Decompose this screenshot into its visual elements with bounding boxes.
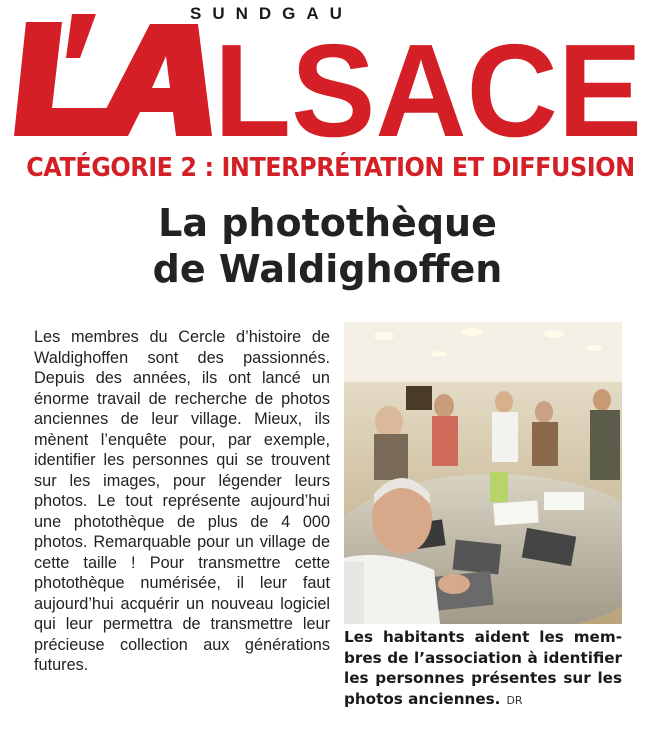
title-line-2: de Waldighoffen — [152, 247, 503, 291]
category-heading: CATÉGORIE 2 : INTERPRÉTATION ET DIFFUSION — [26, 153, 635, 183]
caption-text: Les habitants aident les membres de l’association à identifier les personnes présentes sur les photos anciennes. — [344, 628, 622, 708]
article-title — [0, 200, 655, 292]
edition-label: SUNDGAU — [190, 4, 353, 23]
photo-caption — [344, 627, 622, 711]
title-line-1: La photothèque — [158, 201, 497, 245]
masthead — [0, 0, 655, 150]
photo-credit: DR — [506, 693, 523, 707]
article-body: Les membres du Cercle d’histoire de Waldighoffen sont des passionnés. Depuis des années, ils ont lancé un énorme travail de recherche de photos anciennes de leur village. Mieux, ils mènent l’enquête pour, par exemple, identifier les personnes qui se trouvent sur les images, pour légender leurs photos. Le tout représente aujourd’hui une photothèque de plus de 4 000 photos. Remarquable pour un village de cette taille ! Pour transmettre cette photothèque numérisée, il leur faut aujourd’hui acquérir un nouveau logiciel qui leur permettra de transmettre leur précieuse collection aux générations futures. — [34, 328, 330, 674]
article-photo — [344, 322, 622, 624]
svg-text:LSACE: LSACE — [214, 17, 642, 150]
